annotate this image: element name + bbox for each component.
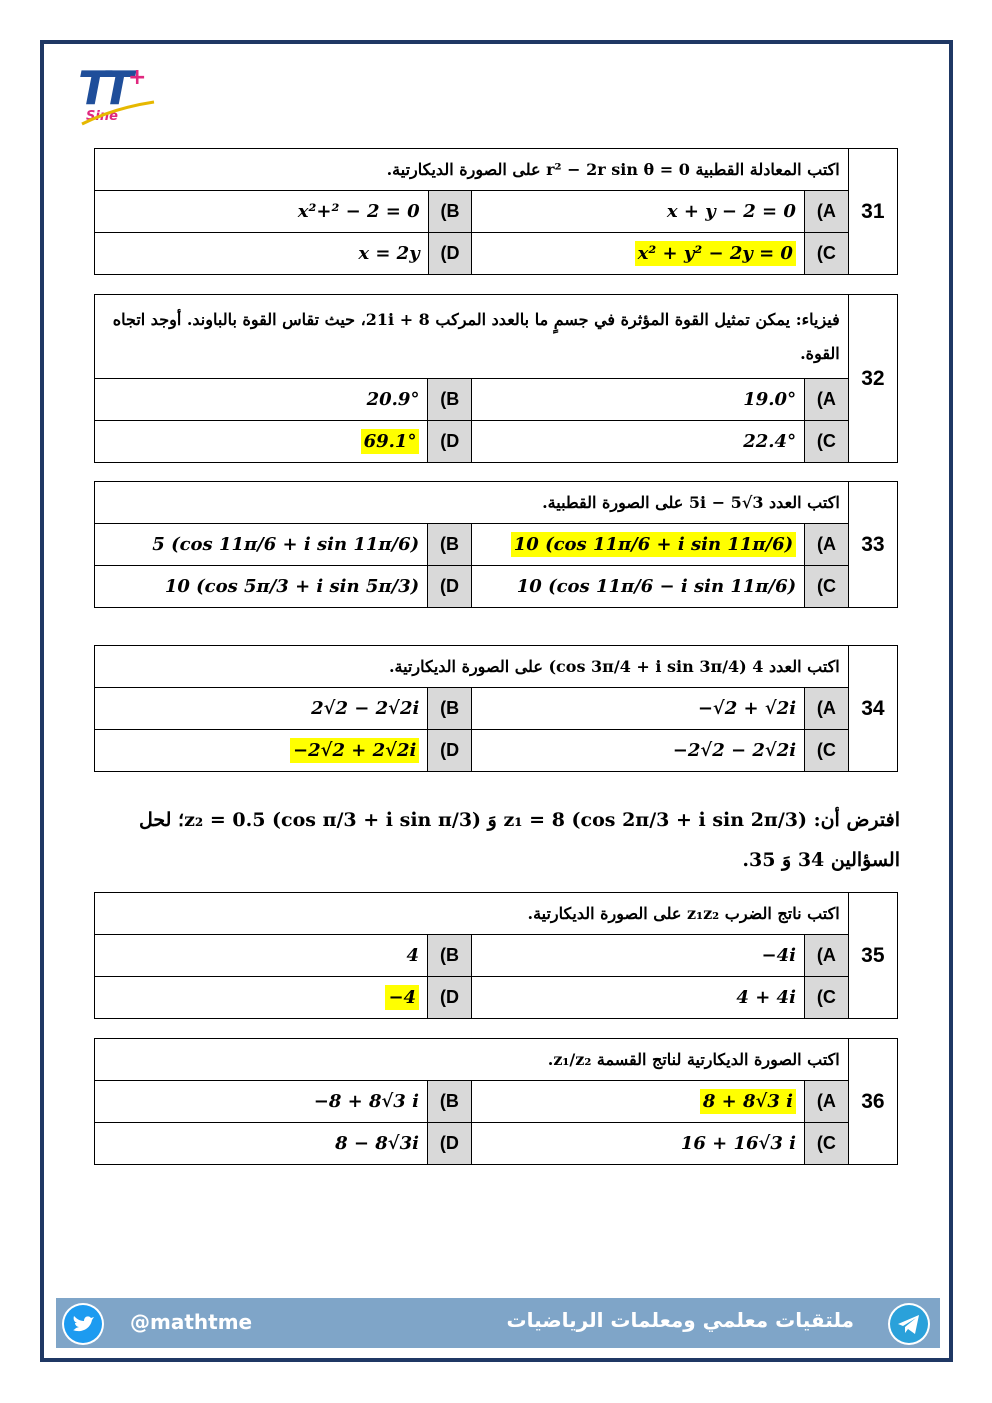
question-36 <box>94 1038 898 1165</box>
option-letter-d: D) <box>428 421 472 463</box>
option-a[interactable]: x + y − 2 = 0 <box>472 191 805 233</box>
option-c[interactable] <box>472 233 805 275</box>
option-c[interactable]: −2√2 − 2√2i <box>472 730 805 772</box>
option-a[interactable]: −√2 + √2i <box>472 688 805 730</box>
option-letter-c: C) <box>805 566 849 608</box>
option-d[interactable]: 8 − 8√3i <box>95 1123 428 1165</box>
twitter-icon[interactable] <box>62 1303 104 1345</box>
question-number: 36 <box>848 1039 897 1165</box>
svg-text:+: + <box>128 65 147 90</box>
option-d[interactable]: x = 2y <box>95 233 429 275</box>
footer-handle[interactable]: @mathtme <box>130 1310 253 1334</box>
question-34 <box>94 645 898 772</box>
intro-line-2: السؤالين 34 وَ 35. <box>742 849 900 871</box>
option-d[interactable]: 10 (cos 5π/3 + i sin 5π/3) <box>95 566 428 608</box>
option-letter-b: B) <box>428 688 472 730</box>
question-number: 35 <box>848 893 897 1019</box>
option-letter-c: C) <box>805 730 849 772</box>
question-stem: فيزياء: يمكن تمثيل القوة المؤثرة في جسمٍ ما بالعدد المركب 21i + 8، حيث تقاس القوة بالباوند. أوجد اتجاه القوة. <box>95 295 849 379</box>
option-b[interactable]: 20.9° <box>95 379 428 421</box>
svg-text:Sine: Sine <box>86 109 118 124</box>
option-letter-a: A) <box>805 524 849 566</box>
option-letter-a: A) <box>805 379 849 421</box>
svg-text:T: T <box>102 61 134 115</box>
question-number: 33 <box>848 482 897 608</box>
option-a[interactable]: −4i <box>471 935 804 977</box>
option-a[interactable] <box>471 524 804 566</box>
option-letter-d: D) <box>428 977 472 1019</box>
option-c[interactable]: 10 (cos 11π/6 − i sin 11π/6) <box>471 566 804 608</box>
option-letter-a: A) <box>804 191 848 233</box>
footer-banner <box>56 1298 940 1348</box>
option-b[interactable]: 4 <box>95 935 428 977</box>
option-c[interactable]: 16 + 16√3 i <box>471 1123 804 1165</box>
highlighted-answer: −4 <box>385 985 419 1010</box>
option-letter-a: A) <box>804 935 848 977</box>
option-letter-b: B) <box>428 191 472 233</box>
question-31 <box>94 148 898 275</box>
question-number: 34 <box>848 646 897 772</box>
option-a[interactable]: 19.0° <box>472 379 805 421</box>
highlighted-answer: −2√2 + 2√2i <box>290 738 419 763</box>
option-letter-d: D) <box>427 1123 471 1165</box>
option-letter-b: B) <box>428 935 472 977</box>
question-stem: اكتب العدد 5i − 5√3 على الصورة القطبية. <box>95 482 849 524</box>
option-letter-c: C) <box>804 233 848 275</box>
question-stem: اكتب العدد 4 (cos 3π/4 + i sin 3π/4) على الصورة الديكارتية. <box>95 646 849 688</box>
intro-line-1: افترض أن: z₁ = 8 (cos 2π/3 + i sin 2π/3) وَ z₂ = 0.5 (cos π/3 + i sin π/3)؛ لحل <box>139 809 900 831</box>
option-c[interactable]: 22.4° <box>472 421 805 463</box>
question-32 <box>94 294 898 463</box>
logo <box>74 58 166 128</box>
telegram-icon[interactable] <box>888 1303 930 1345</box>
question-stem: اكتب الصورة الديكارتية لناتج القسمة z₁/z₂. <box>95 1039 849 1081</box>
highlighted-answer: 8 + 8√3 i <box>700 1089 796 1114</box>
option-b[interactable]: x²+² − 2 = 0 <box>95 191 429 233</box>
question-number: 32 <box>848 295 897 463</box>
highlighted-answer: x² + y² − 2y = 0 <box>635 241 796 266</box>
question-33 <box>94 481 898 608</box>
option-d[interactable] <box>95 730 428 772</box>
highlighted-answer: 69.1° <box>361 429 420 454</box>
option-b[interactable]: 5 (cos 11π/6 + i sin 11π/6) <box>95 524 428 566</box>
option-a[interactable] <box>471 1081 804 1123</box>
option-letter-b: B) <box>428 379 472 421</box>
svg-text:T: T <box>78 61 110 115</box>
option-letter-d: D) <box>428 566 472 608</box>
option-letter-a: A) <box>805 1081 849 1123</box>
question-number: 31 <box>848 149 897 275</box>
question-stem: اكتب المعادلة القطبية r² − 2r sin θ = 0 على الصورة الديكارتية. <box>95 149 849 191</box>
option-letter-b: B) <box>428 524 472 566</box>
highlighted-answer: 10 (cos 11π/6 + i sin 11π/6) <box>511 532 796 557</box>
option-d[interactable] <box>95 421 428 463</box>
option-b[interactable]: 2√2 − 2√2i <box>95 688 428 730</box>
option-letter-a: A) <box>805 688 849 730</box>
option-letter-d: D) <box>428 233 472 275</box>
question-stem: اكتب ناتج الضرب z₁z₂ على الصورة الديكارتية. <box>95 893 849 935</box>
footer-title: ملتقيات معلمي ومعلمات الرياضيات <box>506 1308 854 1332</box>
option-letter-c: C) <box>805 1123 849 1165</box>
option-b[interactable]: −8 + 8√3 i <box>95 1081 428 1123</box>
option-letter-d: D) <box>428 730 472 772</box>
option-d[interactable] <box>95 977 428 1019</box>
question-35 <box>94 892 898 1019</box>
option-letter-c: C) <box>805 421 849 463</box>
option-letter-b: B) <box>427 1081 471 1123</box>
option-letter-c: C) <box>804 977 848 1019</box>
option-c[interactable]: 4 + 4i <box>471 977 804 1019</box>
intro-text <box>110 800 900 880</box>
